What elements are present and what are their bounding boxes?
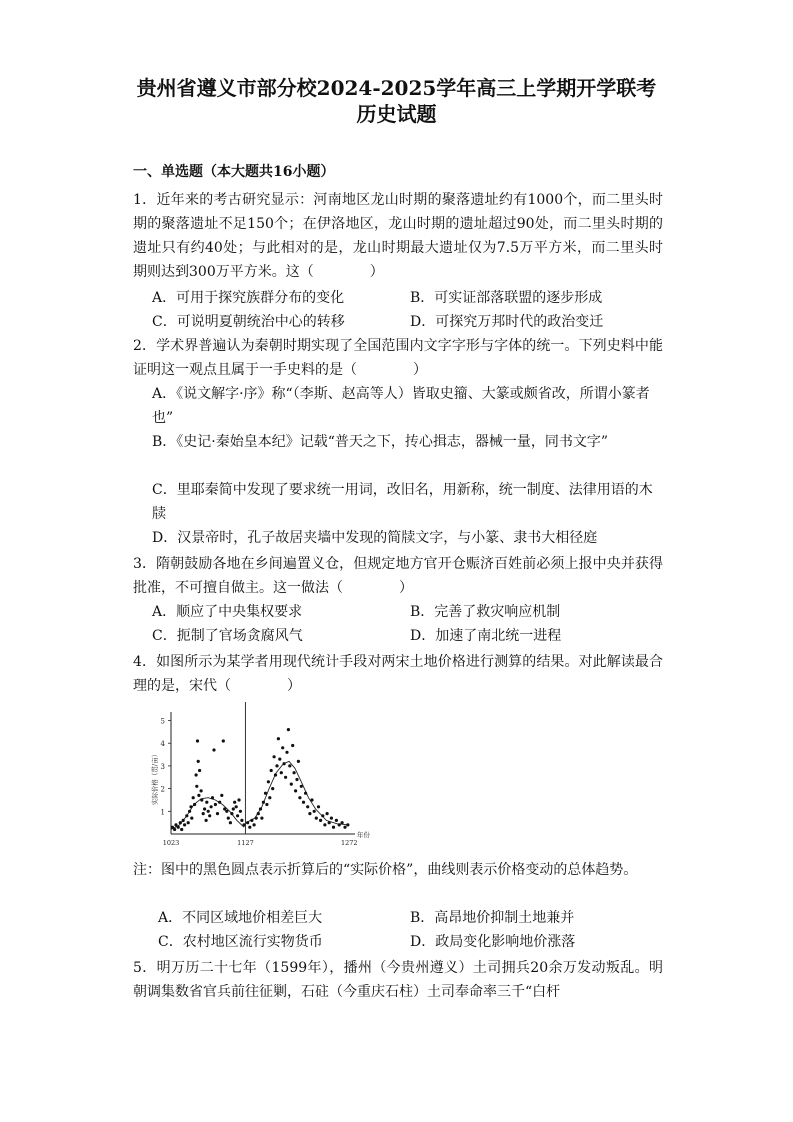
x-axis-label: 年份 (357, 831, 370, 839)
data-point (180, 828, 183, 831)
trend-curve-southern-song (246, 761, 349, 825)
data-point (264, 792, 267, 795)
y-tick-label: 3 (160, 762, 165, 771)
data-point (250, 819, 253, 822)
y-tick-label: 4 (160, 740, 165, 749)
data-point (237, 798, 240, 801)
data-point (207, 810, 210, 813)
data-point (203, 807, 206, 810)
data-point (246, 821, 249, 824)
data-point (274, 773, 277, 776)
data-point (319, 819, 322, 822)
data-point (268, 796, 271, 799)
data-point (229, 821, 232, 824)
q1-option-c: C．可说明夏朝统治中心的转移 (152, 314, 345, 330)
y-tick-label: 5 (160, 717, 165, 726)
q4-option-d: D．政局变化影响地价涨落 (410, 934, 576, 950)
q2-option-a: A．《说文解字·序》称“（李斯、赵高等人）皆取史籀、大篆或颇省改，所谓小篆者也” (152, 386, 650, 426)
data-point (317, 805, 320, 808)
data-point (220, 794, 223, 797)
data-point (284, 776, 287, 779)
data-point (193, 803, 196, 806)
data-point (195, 773, 198, 776)
x-tick-label: 1127 (237, 839, 254, 847)
data-point (271, 787, 274, 790)
q3-option-a: A．顺应了中央集权要求 (152, 604, 303, 620)
question-1-stem: 1．近年来的考古研究显示：河南地区龙山时期的聚落遗址约有1000个，而二里头时期的聚落遗址不足150个；在伊洛地区，龙山时期的遗址超过90处，而二里头时期的遗址只有约40处；与此相对的是，龙山时期最大遗址仅为7.5万平方米，而二里头时期则达到300万平方米。这（ ） (133, 192, 663, 280)
data-point (332, 826, 335, 829)
q3-option-b: B．完善了救灾响应机制 (410, 604, 561, 620)
q1-option-b: B．可实证部落联盟的逐步形成 (410, 290, 603, 306)
data-point (285, 751, 288, 754)
question-3-stem: 3．隋朝鼓励各地在乡间遍置义仓，但规定地方官开仓赈济百姓前必须上报中央并获得批准，不可擅自做主。这一做法（ ） (133, 556, 663, 596)
data-point (260, 817, 263, 820)
q2-option-c: C．里耶秦简中发现了要求统一用词，改旧名，用新称，统一制度、法律用语的木牍 (152, 482, 653, 522)
x-tick-label: 1272 (340, 839, 358, 847)
data-point (192, 796, 195, 799)
data-point (328, 821, 331, 824)
data-point (183, 823, 186, 826)
q3-option-d: D．加速了南北统一进程 (410, 628, 562, 644)
data-point (326, 812, 329, 815)
data-point (185, 814, 188, 817)
data-point (187, 821, 190, 824)
data-point (265, 803, 268, 806)
data-point (313, 810, 316, 813)
data-point (232, 807, 235, 810)
q2-option-b: B．《史记·秦始皇本纪》记载“普天之下，抟心揖志，器械一量，同书文字” (152, 434, 609, 450)
data-point (310, 798, 313, 801)
y-tick-label: 2 (160, 785, 165, 794)
data-point (267, 780, 270, 783)
y-axis-label: 实际价格（贯/亩） (151, 750, 159, 806)
data-point (205, 801, 208, 804)
question-4-note: 注：图中的黑色圆点表示折算后的“实际价格”，曲线则表示价格变动的总体趋势。 (133, 862, 638, 878)
data-point (196, 739, 199, 742)
data-point (277, 737, 280, 740)
question-2-stem: 2．学术界普遍认为秦朝时期实现了全国范围内文字字形与字体的统一。下列史料中能证明这一观点且属于一手史料的是（ ） (133, 338, 663, 378)
data-point (293, 771, 296, 774)
data-point (205, 819, 208, 822)
data-point (182, 819, 185, 822)
data-point (230, 812, 233, 815)
x-tick-label: 1023 (162, 839, 180, 847)
data-point (208, 814, 211, 817)
data-point (200, 798, 203, 801)
data-point (302, 801, 305, 804)
q4-option-b: B．高昂地价抑制土地兼并 (410, 910, 575, 926)
data-point (280, 771, 283, 774)
q2-option-d: D．汉景帝时，孔子故居夹墙中发现的简牍文字，与小篆、隶书大相径庭 (152, 530, 598, 546)
data-point (304, 792, 307, 795)
data-point (297, 760, 300, 763)
data-point (262, 801, 265, 804)
data-point (330, 817, 333, 820)
data-point (315, 817, 318, 820)
q1-option-a: A．可用于探究族群分布的变化 (152, 290, 345, 306)
data-point (270, 769, 273, 772)
data-point (346, 823, 349, 826)
data-point (295, 778, 298, 781)
data-point (197, 760, 200, 763)
data-point (173, 828, 176, 831)
data-point (211, 796, 214, 799)
data-point (300, 785, 303, 788)
data-point (190, 817, 193, 820)
data-point (298, 796, 301, 799)
section-heading: 一、单选题（本大题共16小题） (133, 164, 335, 180)
data-point (291, 744, 294, 747)
q1-option-d: D．可探究万邦时代的政治变迁 (410, 314, 604, 330)
question-4-stem: 4．如图所示为某学者用现代统计手段对两宋土地价格进行测算的结果。对此解读最合理的是，宋代（ ） (133, 654, 663, 694)
data-point (257, 812, 260, 815)
q3-option-c: C．扼制了官场贪腐风气 (152, 628, 303, 644)
data-point (281, 746, 284, 749)
data-point (248, 826, 251, 829)
data-point (239, 810, 242, 813)
data-point (235, 805, 238, 808)
data-point (308, 812, 311, 815)
question-5-stem: 5．明万历二十七年（1599年），播州（今贵州遵义）土司拥兵20余万发动叛乱。明朝调集数省官兵前往征剿，石砫（今重庆石柱）土司奉命率三千“白杆 (133, 960, 663, 1000)
data-point (222, 739, 225, 742)
land-price-chart (133, 700, 378, 850)
data-point (275, 764, 278, 767)
data-point (306, 805, 309, 808)
data-point (218, 801, 221, 804)
data-point (236, 814, 239, 817)
data-point (200, 789, 203, 792)
q4-option-a: A．不同区域地价相差巨大 (158, 910, 323, 926)
data-point (335, 819, 338, 822)
data-point (242, 823, 245, 826)
data-point (341, 821, 344, 824)
data-point (212, 748, 215, 751)
data-point (290, 783, 293, 786)
data-point (225, 810, 228, 813)
data-point (189, 805, 192, 808)
data-point (283, 762, 286, 765)
data-point (216, 812, 219, 815)
data-point (294, 789, 297, 792)
data-point (273, 755, 276, 758)
data-point (343, 826, 346, 829)
exam-subject: 历史试题 (356, 102, 437, 126)
data-point (195, 785, 198, 788)
data-point (177, 826, 180, 829)
data-point (338, 823, 341, 826)
chart-plot-area (150, 702, 371, 847)
data-point (197, 794, 200, 797)
exam-title: 贵州省遵义市部分校2024-2025学年高三上学期开学联考 (136, 76, 657, 100)
data-point (233, 801, 236, 804)
data-point (253, 823, 256, 826)
data-point (179, 821, 182, 824)
y-tick-label: 1 (160, 808, 165, 817)
data-point (288, 764, 291, 767)
data-point (214, 803, 217, 806)
q4-option-c: C．农村地区流行实物货币 (158, 934, 323, 950)
data-point (198, 769, 201, 772)
data-point (188, 810, 191, 813)
data-point (240, 819, 243, 822)
data-point (323, 823, 326, 826)
data-point (321, 814, 324, 817)
data-point (210, 805, 213, 808)
data-point (287, 728, 290, 731)
data-point (202, 812, 205, 815)
data-point (227, 817, 230, 820)
data-point (255, 817, 258, 820)
data-point (259, 807, 262, 810)
data-point (278, 758, 281, 761)
